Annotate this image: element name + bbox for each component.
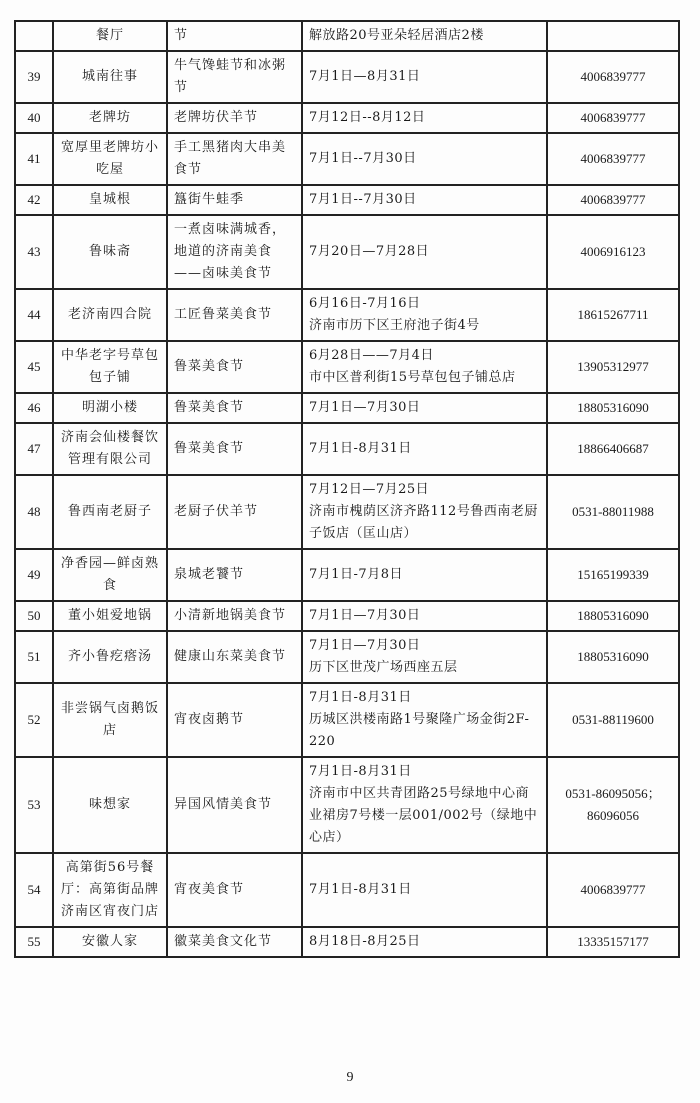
contact-phone: 4006839777	[547, 853, 679, 927]
address: 历城区洪楼南路1号聚隆广场金街2F-220	[309, 712, 530, 749]
festival-name: 牛气馋蛙节和冰粥节	[167, 51, 302, 103]
dates-address	[302, 21, 547, 51]
restaurant-name: 味想家	[53, 757, 167, 853]
festival-name: 健康山东菜美食节	[167, 631, 302, 683]
row-number: 41	[15, 133, 53, 185]
table-row	[15, 631, 679, 683]
contact-phone: 4006839777	[547, 103, 679, 133]
restaurant-name: 鲁味斋	[53, 215, 167, 289]
table-row	[15, 133, 679, 185]
dates-address	[302, 51, 547, 103]
dates-address	[302, 393, 547, 423]
dates-address	[302, 185, 547, 215]
date-range: 8月18日-8月25日	[309, 934, 421, 949]
contact-phone: 0531-88011988	[547, 475, 679, 549]
contact-phone: 4006839777	[547, 185, 679, 215]
dates-address	[302, 475, 547, 549]
restaurant-name: 餐厅	[53, 21, 167, 51]
festival-name: 宵夜美食节	[167, 853, 302, 927]
table-row	[15, 757, 679, 853]
date-range: 7月1日—7月30日	[309, 400, 421, 415]
table-row	[15, 289, 679, 341]
dates-address	[302, 103, 547, 133]
table-row	[15, 549, 679, 601]
restaurant-name: 中华老字号草包包子铺	[53, 341, 167, 393]
dates-address	[302, 631, 547, 683]
row-number: 50	[15, 601, 53, 631]
festival-name: 宵夜卤鹅节	[167, 683, 302, 757]
festival-name: 徽菜美食文化节	[167, 927, 302, 957]
restaurant-name: 齐小鲁疙瘩汤	[53, 631, 167, 683]
table-row	[15, 853, 679, 927]
row-number: 42	[15, 185, 53, 215]
festival-name: 工匠鲁菜美食节	[167, 289, 302, 341]
contact-phone: 4006839777	[547, 51, 679, 103]
row-number: 53	[15, 757, 53, 853]
dates-address	[302, 757, 547, 853]
table-row	[15, 683, 679, 757]
date-range: 7月1日—8月31日	[309, 69, 421, 84]
table-row	[15, 475, 679, 549]
contact-phone: 4006916123	[547, 215, 679, 289]
row-number: 45	[15, 341, 53, 393]
address: 济南市槐荫区济齐路112号鲁西南老厨子饭店（匡山店）	[309, 504, 538, 541]
dates-address	[302, 927, 547, 957]
festival-name: 鲁菜美食节	[167, 341, 302, 393]
address: 济南市中区共青团路25号绿地中心商业裙房7号楼一层001/002号（绿地中心店）	[309, 786, 538, 845]
dates-address	[302, 215, 547, 289]
contact-phone: 18805316090	[547, 631, 679, 683]
row-number: 51	[15, 631, 53, 683]
table-row	[15, 393, 679, 423]
contact-phone: 18615267711	[547, 289, 679, 341]
dates-address	[302, 289, 547, 341]
festival-name: 泉城老饕节	[167, 549, 302, 601]
table-row	[15, 341, 679, 393]
date-range: 7月12日--8月12日	[309, 110, 426, 125]
page-number: 9	[346, 1070, 354, 1085]
dates-address	[302, 341, 547, 393]
table-row	[15, 21, 679, 51]
address: 市中区普利街15号草包包子铺总店	[309, 370, 516, 385]
table-row	[15, 927, 679, 957]
dates-address	[302, 133, 547, 185]
contact-phone: 13905312977	[547, 341, 679, 393]
restaurant-name: 董小姐爱地锅	[53, 601, 167, 631]
restaurant-name: 济南会仙楼餐饮管理有限公司	[53, 423, 167, 475]
contact-phone: 18805316090	[547, 393, 679, 423]
festival-name: 簋街牛蛙季	[167, 185, 302, 215]
festival-name: 手工黑猪肉大串美食节	[167, 133, 302, 185]
restaurant-name: 老牌坊	[53, 103, 167, 133]
date-range: 7月1日-8月31日	[309, 882, 412, 897]
date-range: 7月1日-7月8日	[309, 567, 403, 582]
date-range: 7月1日--7月30日	[309, 151, 417, 166]
festival-name: 老牌坊伏羊节	[167, 103, 302, 133]
festival-name: 小清新地锅美食节	[167, 601, 302, 631]
restaurant-name: 宽厚里老牌坊小吃屋	[53, 133, 167, 185]
festival-name: 老厨子伏羊节	[167, 475, 302, 549]
row-number: 44	[15, 289, 53, 341]
restaurant-name: 安徽人家	[53, 927, 167, 957]
row-number: 39	[15, 51, 53, 103]
contact-phone	[547, 21, 679, 51]
table-body	[15, 21, 679, 957]
contact-phone: 13335157177	[547, 927, 679, 957]
festival-name: 异国风情美食节	[167, 757, 302, 853]
date-range: 7月1日-8月31日	[309, 690, 412, 705]
table-row	[15, 103, 679, 133]
restaurant-name: 皇城根	[53, 185, 167, 215]
address: 济南市历下区王府池子街4号	[309, 318, 480, 333]
contact-phone: 18805316090	[547, 601, 679, 631]
date-range: 6月16日-7月16日	[309, 296, 421, 311]
festival-name: 鲁菜美食节	[167, 393, 302, 423]
restaurant-name: 高第街56号餐厅：高第街品牌济南区宵夜门店	[53, 853, 167, 927]
row-number: 47	[15, 423, 53, 475]
table-row	[15, 185, 679, 215]
festival-name: 节	[167, 21, 302, 51]
contact-phone: 4006839777	[547, 133, 679, 185]
date-range: 6月28日——7月4日	[309, 348, 434, 363]
dates-address	[302, 549, 547, 601]
restaurant-name: 非尝锅气卤鹅饭店	[53, 683, 167, 757]
restaurant-name: 净香园—鲜卤熟食	[53, 549, 167, 601]
table-row	[15, 601, 679, 631]
row-number: 48	[15, 475, 53, 549]
contact-phone: 0531-86095056；86096056	[547, 757, 679, 853]
row-number: 46	[15, 393, 53, 423]
address: 历下区世茂广场西座五层	[309, 660, 458, 675]
restaurant-name: 老济南四合院	[53, 289, 167, 341]
contact-phone: 18866406687	[547, 423, 679, 475]
dates-address	[302, 683, 547, 757]
date-range: 7月12日—7月25日	[309, 482, 430, 497]
restaurant-name: 明湖小楼	[53, 393, 167, 423]
contact-phone: 15165199339	[547, 549, 679, 601]
festival-name: 鲁菜美食节	[167, 423, 302, 475]
restaurant-name: 鲁西南老厨子	[53, 475, 167, 549]
row-number: 49	[15, 549, 53, 601]
table-row	[15, 51, 679, 103]
contact-phone: 0531-88119600	[547, 683, 679, 757]
date-range: 7月1日--7月30日	[309, 192, 417, 207]
date-range: 7月1日-8月31日	[309, 441, 412, 456]
date-range: 7月1日-8月31日	[309, 764, 412, 779]
row-number: 54	[15, 853, 53, 927]
table-row	[15, 423, 679, 475]
festival-name: 一煮卤味满城香，地道的济南美食——卤味美食节	[167, 215, 302, 289]
date-range: 7月1日—7月30日	[309, 608, 421, 623]
dates-address	[302, 423, 547, 475]
row-number	[15, 21, 53, 51]
date-range: 7月1日—7月30日	[309, 638, 421, 653]
row-number: 43	[15, 215, 53, 289]
row-number: 55	[15, 927, 53, 957]
table-row	[15, 215, 679, 289]
date-range: 7月20日—7月28日	[309, 244, 430, 259]
dates-address	[302, 601, 547, 631]
restaurant-name: 城南往事	[53, 51, 167, 103]
restaurant-festival-table	[14, 20, 680, 958]
row-number: 40	[15, 103, 53, 133]
row-number: 52	[15, 683, 53, 757]
dates-address	[302, 853, 547, 927]
date-range: 解放路20号亚朵轻居酒店2楼	[309, 28, 484, 43]
